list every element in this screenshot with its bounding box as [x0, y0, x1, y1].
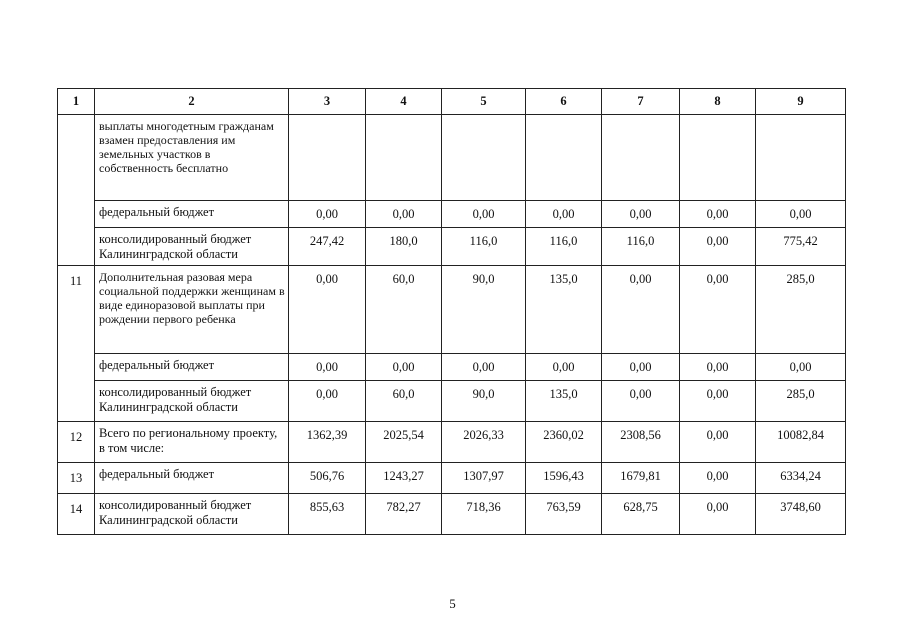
value-cell: 0,00 — [442, 201, 526, 228]
column-number-1: 1 — [58, 89, 95, 115]
table-row — [58, 266, 846, 354]
value-cell: 0,00 — [680, 422, 756, 463]
value-cell: 116,0 — [526, 228, 602, 266]
value-cell: 2308,56 — [602, 422, 680, 463]
row-label: консолидированный бюджет Калининградской области — [95, 494, 289, 535]
value-cell: 3748,60 — [756, 494, 846, 535]
value-cell: 6334,24 — [756, 463, 846, 494]
value-cell: 0,00 — [602, 266, 680, 354]
value-cell — [680, 115, 756, 201]
value-cell: 1243,27 — [366, 463, 442, 494]
value-cell — [526, 115, 602, 201]
table-header-row — [58, 89, 846, 115]
value-cell: 247,42 — [289, 228, 366, 266]
value-cell: 718,36 — [442, 494, 526, 535]
value-cell: 0,00 — [602, 201, 680, 228]
value-cell: 116,0 — [602, 228, 680, 266]
table-row — [58, 228, 846, 266]
value-cell: 2360,02 — [526, 422, 602, 463]
value-cell: 180,0 — [366, 228, 442, 266]
value-cell: 506,76 — [289, 463, 366, 494]
table-row — [58, 354, 846, 381]
value-cell: 0,00 — [289, 381, 366, 422]
column-number-2: 2 — [95, 89, 289, 115]
row-label: консолидированный бюджет Калининградской области — [95, 228, 289, 266]
value-cell: 0,00 — [756, 201, 846, 228]
value-cell: 10082,84 — [756, 422, 846, 463]
value-cell: 763,59 — [526, 494, 602, 535]
value-cell: 285,0 — [756, 266, 846, 354]
value-cell: 1596,43 — [526, 463, 602, 494]
value-cell: 0,00 — [680, 463, 756, 494]
value-cell: 0,00 — [289, 266, 366, 354]
value-cell: 0,00 — [680, 354, 756, 381]
value-cell: 0,00 — [680, 201, 756, 228]
value-cell: 1307,97 — [442, 463, 526, 494]
value-cell — [756, 115, 846, 201]
value-cell: 0,00 — [289, 201, 366, 228]
column-number-4: 4 — [366, 89, 442, 115]
table-row — [58, 201, 846, 228]
value-cell: 60,0 — [366, 266, 442, 354]
value-cell: 0,00 — [602, 354, 680, 381]
row-label: консолидированный бюджет Калининградской области — [95, 381, 289, 422]
value-cell: 285,0 — [756, 381, 846, 422]
value-cell: 2025,54 — [366, 422, 442, 463]
table-row — [58, 381, 846, 422]
table-row — [58, 494, 846, 535]
value-cell: 1362,39 — [289, 422, 366, 463]
row-number-cell: 14 — [58, 494, 95, 535]
row-number-cell — [58, 115, 95, 266]
value-cell: 0,00 — [756, 354, 846, 381]
value-cell: 0,00 — [680, 494, 756, 535]
value-cell: 2026,33 — [442, 422, 526, 463]
value-cell: 135,0 — [526, 266, 602, 354]
value-cell: 0,00 — [602, 381, 680, 422]
table-row — [58, 422, 846, 463]
column-number-6: 6 — [526, 89, 602, 115]
value-cell: 855,63 — [289, 494, 366, 535]
value-cell: 0,00 — [366, 354, 442, 381]
row-label: Дополнительная разовая мера социальной поддержки женщинам в виде единоразовой выплаты при рождении первого ребенка — [95, 266, 289, 354]
value-cell: 0,00 — [289, 354, 366, 381]
row-label: Всего по региональному проекту, в том числе: — [95, 422, 289, 463]
value-cell: 90,0 — [442, 266, 526, 354]
value-cell — [442, 115, 526, 201]
value-cell: 628,75 — [602, 494, 680, 535]
value-cell: 116,0 — [442, 228, 526, 266]
column-number-8: 8 — [680, 89, 756, 115]
row-label: федеральный бюджет — [95, 201, 289, 228]
column-number-9: 9 — [756, 89, 846, 115]
value-cell — [366, 115, 442, 201]
row-label: выплаты многодетным гражданам взамен предоставления им земельных участков в собственность бесплатно — [95, 115, 289, 201]
row-label: федеральный бюджет — [95, 463, 289, 494]
value-cell: 0,00 — [680, 228, 756, 266]
value-cell: 0,00 — [680, 266, 756, 354]
value-cell: 0,00 — [442, 354, 526, 381]
value-cell: 775,42 — [756, 228, 846, 266]
value-cell: 135,0 — [526, 381, 602, 422]
column-number-3: 3 — [289, 89, 366, 115]
value-cell — [289, 115, 366, 201]
page-number: 5 — [449, 596, 456, 611]
row-number-cell: 13 — [58, 463, 95, 494]
value-cell: 0,00 — [526, 354, 602, 381]
column-number-5: 5 — [442, 89, 526, 115]
value-cell: 90,0 — [442, 381, 526, 422]
value-cell: 60,0 — [366, 381, 442, 422]
table-row — [58, 463, 846, 494]
value-cell: 0,00 — [526, 201, 602, 228]
value-cell: 0,00 — [680, 381, 756, 422]
value-cell: 1679,81 — [602, 463, 680, 494]
budget-table — [57, 88, 846, 535]
row-number-cell: 12 — [58, 422, 95, 463]
value-cell: 782,27 — [366, 494, 442, 535]
value-cell: 0,00 — [366, 201, 442, 228]
column-number-7: 7 — [602, 89, 680, 115]
value-cell — [602, 115, 680, 201]
table-row — [58, 115, 846, 201]
row-number-cell: 11 — [58, 266, 95, 422]
row-label: федеральный бюджет — [95, 354, 289, 381]
